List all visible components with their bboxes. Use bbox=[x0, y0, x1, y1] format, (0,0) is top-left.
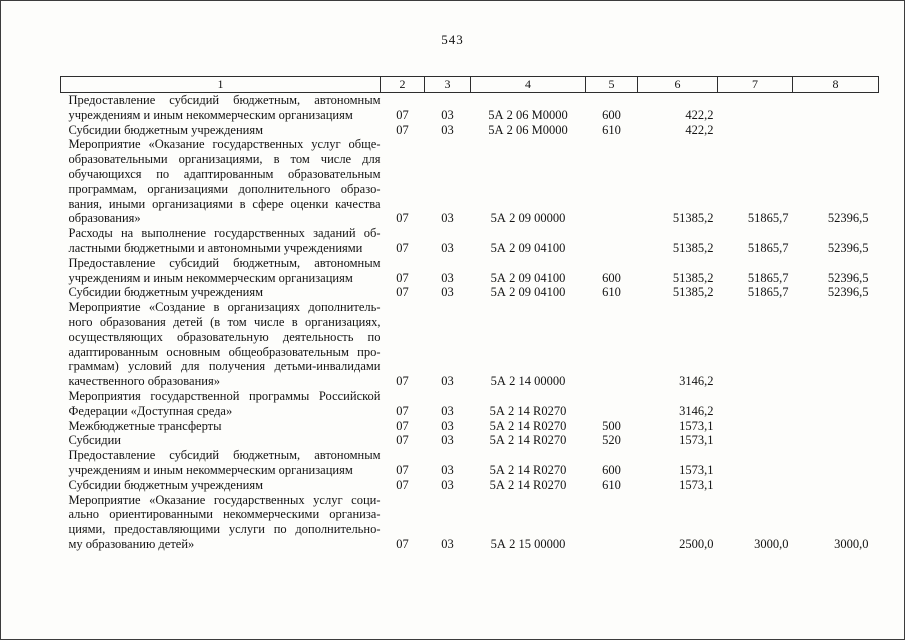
cell-c8 bbox=[793, 419, 879, 434]
row-name-cell bbox=[61, 478, 381, 493]
page-number: 543 bbox=[441, 32, 464, 47]
cell-c5: 610 bbox=[602, 122, 621, 137]
cell-c7 bbox=[718, 93, 793, 123]
table-row bbox=[61, 478, 879, 493]
cell-c5: 610 bbox=[602, 285, 621, 300]
table-body bbox=[61, 93, 879, 552]
cell-c6: 3146,2 bbox=[679, 403, 714, 418]
name-line: учреждениям и иным некоммерческим организациям bbox=[68, 462, 353, 477]
name-line: Межбюджетные трансферты bbox=[68, 418, 222, 433]
name-line: качественного образования» bbox=[68, 374, 220, 389]
cell-c8 bbox=[793, 448, 879, 478]
cell-c2: 07 bbox=[396, 107, 409, 122]
name-line: Федерации «Доступная среда» bbox=[68, 403, 233, 418]
column-header-7: 7 bbox=[718, 77, 793, 93]
table-row bbox=[61, 256, 879, 286]
cell-c4: 5А 2 14 R0270 bbox=[489, 418, 567, 433]
cell-c2: 07 bbox=[396, 211, 409, 226]
cell-c6: 2500,0 bbox=[679, 536, 714, 551]
row-name-cell bbox=[61, 226, 381, 256]
column-header-2: 2 bbox=[381, 77, 425, 93]
row-name-cell bbox=[61, 493, 381, 552]
cell-c8 bbox=[793, 123, 879, 138]
cell-c5 bbox=[586, 389, 638, 419]
name-line: учреждениям и иным некоммерческим организациям bbox=[68, 270, 353, 285]
cell-c4: 5А 2 09 04100 bbox=[490, 270, 566, 285]
cell-c5: 600 bbox=[602, 270, 621, 285]
cell-c3: 03 bbox=[441, 403, 454, 418]
cell-c4: 5А 2 06 М0000 bbox=[488, 122, 568, 137]
name-line: Мероприятие «Оказание государственных услуг обще- bbox=[68, 137, 381, 152]
cell-c8 bbox=[793, 300, 879, 389]
cell-c3: 03 bbox=[441, 270, 454, 285]
cell-c2: 07 bbox=[396, 403, 409, 418]
cell-c7 bbox=[718, 448, 793, 478]
cell-c4: 5А 2 14 00000 bbox=[490, 374, 566, 389]
cell-c3: 03 bbox=[441, 536, 454, 551]
table-row bbox=[61, 389, 879, 419]
cell-c3: 03 bbox=[441, 285, 454, 300]
cell-c8 bbox=[793, 93, 879, 123]
cell-c2: 07 bbox=[396, 285, 409, 300]
name-line: Субсидии бюджетным учреждениям bbox=[68, 122, 264, 137]
name-line: образовательными организациями, в том числе для bbox=[68, 152, 381, 167]
cell-c4: 5А 2 09 00000 bbox=[490, 211, 566, 226]
cell-c5 bbox=[586, 226, 638, 256]
table-row bbox=[61, 300, 879, 389]
row-name-cell bbox=[61, 389, 381, 419]
cell-c4: 5А 2 09 04100 bbox=[490, 285, 566, 300]
cell-c5: 600 bbox=[602, 107, 621, 122]
cell-c8 bbox=[793, 433, 879, 448]
name-line: программам, организациями дополнительного образо- bbox=[68, 181, 381, 196]
cell-c2: 07 bbox=[396, 240, 409, 255]
column-header-1: 1 bbox=[61, 77, 381, 93]
cell-c8: 52396,5 bbox=[827, 270, 869, 285]
cell-c3: 03 bbox=[441, 107, 454, 122]
cell-c5: 520 bbox=[602, 433, 621, 448]
name-line: Предоставление субсидий бюджетным, автономным bbox=[68, 448, 381, 463]
name-line: обучающихся по адаптированным образовательным bbox=[68, 166, 381, 181]
name-line: Расходы на выполнение государственных заданий об- bbox=[68, 226, 381, 241]
cell-c3: 03 bbox=[441, 418, 454, 433]
table-row bbox=[61, 123, 879, 138]
cell-c7: 51865,7 bbox=[747, 270, 789, 285]
table-row bbox=[61, 285, 879, 300]
name-line: му образованию детей» bbox=[68, 536, 195, 551]
name-line: Мероприятия государственной программы Российской bbox=[68, 388, 381, 403]
cell-c5: 500 bbox=[602, 418, 621, 433]
cell-c8: 52396,5 bbox=[827, 211, 869, 226]
row-name-cell bbox=[61, 433, 381, 448]
name-line: Субсидии bbox=[68, 433, 121, 448]
cell-c4: 5А 2 14 R0270 bbox=[489, 403, 567, 418]
cell-c2: 07 bbox=[396, 536, 409, 551]
column-header-8: 8 bbox=[793, 77, 879, 93]
cell-c6: 422,2 bbox=[685, 122, 714, 137]
cell-c3: 03 bbox=[441, 374, 454, 389]
cell-c2: 07 bbox=[396, 374, 409, 389]
column-header-4: 4 bbox=[471, 77, 586, 93]
name-line: осуществляющих образовательную деятельность по bbox=[68, 329, 381, 344]
table-row bbox=[61, 493, 879, 552]
cell-c3: 03 bbox=[441, 433, 454, 448]
cell-c8: 52396,5 bbox=[827, 285, 869, 300]
cell-c6: 1573,1 bbox=[679, 462, 714, 477]
cell-c4: 5А 2 06 М0000 bbox=[488, 107, 568, 122]
cell-c4: 5А 2 14 R0270 bbox=[489, 477, 567, 492]
table-row bbox=[61, 448, 879, 478]
cell-c5: 610 bbox=[602, 477, 621, 492]
table-row bbox=[61, 137, 879, 226]
name-line: ально ориентированными некоммерческими организа- bbox=[68, 507, 381, 522]
cell-c3: 03 bbox=[441, 462, 454, 477]
row-name-cell bbox=[61, 300, 381, 389]
cell-c4: 5А 2 09 04100 bbox=[490, 240, 566, 255]
cell-c6: 1573,1 bbox=[679, 433, 714, 448]
cell-c7 bbox=[718, 478, 793, 493]
table-row bbox=[61, 419, 879, 434]
cell-c8: 3000,0 bbox=[834, 536, 869, 551]
name-line: Предоставление субсидий бюджетным, автономным bbox=[68, 255, 381, 270]
cell-c5 bbox=[586, 137, 638, 226]
table-row bbox=[61, 433, 879, 448]
name-line: адаптированным основным общеобразовательным про- bbox=[68, 344, 381, 359]
name-line: вания, иными организациями в сфере оценки качества bbox=[68, 196, 381, 211]
cell-c7 bbox=[718, 300, 793, 389]
name-line: Субсидии бюджетным учреждениям bbox=[68, 285, 264, 300]
row-name-cell bbox=[61, 256, 381, 286]
cell-c7: 3000,0 bbox=[754, 536, 789, 551]
cell-c8 bbox=[793, 389, 879, 419]
cell-c4: 5А 2 14 R0270 bbox=[489, 462, 567, 477]
name-line: ластными бюджетными и автономными учреждениями bbox=[68, 240, 363, 255]
cell-c6: 422,2 bbox=[685, 107, 714, 122]
column-header-5: 5 bbox=[586, 77, 638, 93]
cell-c4: 5А 2 15 00000 bbox=[490, 536, 566, 551]
cell-c2: 07 bbox=[396, 462, 409, 477]
table-header-row bbox=[61, 77, 879, 93]
cell-c3: 03 bbox=[441, 122, 454, 137]
cell-c7: 51865,7 bbox=[747, 240, 789, 255]
row-name-cell bbox=[61, 419, 381, 434]
table-header bbox=[61, 77, 879, 93]
name-line: образования» bbox=[68, 211, 141, 226]
column-header-3: 3 bbox=[425, 77, 471, 93]
cell-c6: 51385,2 bbox=[672, 240, 714, 255]
cell-c4: 5А 2 14 R0270 bbox=[489, 433, 567, 448]
name-line: граммам) условий для получения детьми-инвалидами bbox=[68, 359, 381, 374]
cell-c6: 1573,1 bbox=[679, 418, 714, 433]
column-header-6: 6 bbox=[638, 77, 718, 93]
name-line: учреждениям и иным некоммерческим организациям bbox=[68, 107, 353, 122]
cell-c3: 03 bbox=[441, 240, 454, 255]
table-row bbox=[61, 226, 879, 256]
cell-c2: 07 bbox=[396, 418, 409, 433]
row-name-cell bbox=[61, 123, 381, 138]
cell-c8: 52396,5 bbox=[827, 240, 869, 255]
cell-c6: 51385,2 bbox=[672, 270, 714, 285]
table-row bbox=[61, 93, 879, 123]
cell-c5 bbox=[586, 300, 638, 389]
cell-c6: 3146,2 bbox=[679, 374, 714, 389]
cell-c3: 03 bbox=[441, 211, 454, 226]
name-line: ного образования детей (в том числе в организациях, bbox=[68, 314, 381, 329]
cell-c5: 600 bbox=[602, 462, 621, 477]
cell-c7 bbox=[718, 419, 793, 434]
name-line: Субсидии бюджетным учреждениям bbox=[68, 477, 264, 492]
cell-c7: 51865,7 bbox=[747, 285, 789, 300]
name-line: циями, предоставляющими услуги по дополнительно- bbox=[68, 522, 381, 537]
cell-c8 bbox=[793, 478, 879, 493]
cell-c7: 51865,7 bbox=[747, 211, 789, 226]
cell-c7 bbox=[718, 389, 793, 419]
cell-c7 bbox=[718, 433, 793, 448]
cell-c2: 07 bbox=[396, 433, 409, 448]
row-name-cell bbox=[61, 137, 381, 226]
name-line: Мероприятие «Оказание государственных услуг соци- bbox=[68, 492, 381, 507]
cell-c3: 03 bbox=[441, 477, 454, 492]
row-name-cell bbox=[61, 285, 381, 300]
cell-c2: 07 bbox=[396, 477, 409, 492]
cell-c6: 51385,2 bbox=[672, 285, 714, 300]
cell-c2: 07 bbox=[396, 122, 409, 137]
cell-c6: 51385,2 bbox=[672, 211, 714, 226]
cell-c2: 07 bbox=[396, 270, 409, 285]
row-name-cell bbox=[61, 448, 381, 478]
cell-c5 bbox=[586, 493, 638, 552]
row-name-cell bbox=[61, 93, 381, 123]
name-line: Предоставление субсидий бюджетным, автономным bbox=[68, 93, 381, 107]
cell-c6: 1573,1 bbox=[679, 477, 714, 492]
name-line: Мероприятие «Создание в организациях дополнитель- bbox=[68, 300, 381, 315]
budget-table bbox=[60, 76, 879, 552]
cell-c7 bbox=[718, 123, 793, 138]
